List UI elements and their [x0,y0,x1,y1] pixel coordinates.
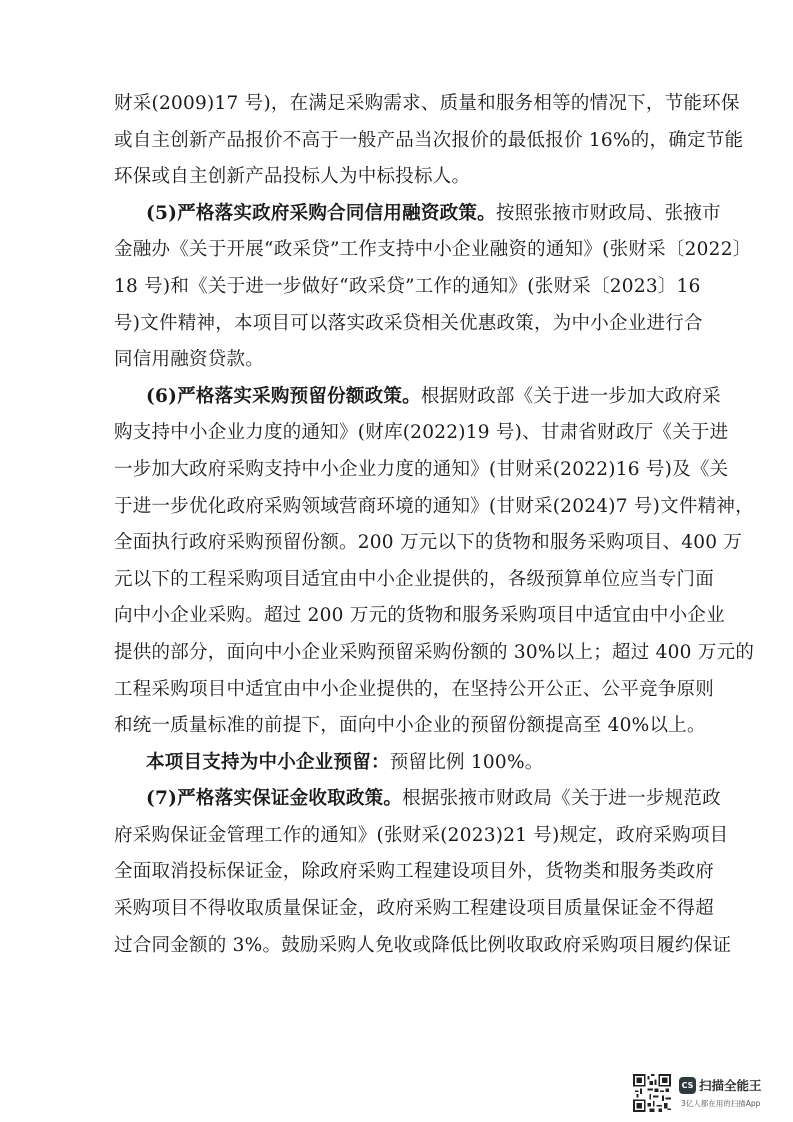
line-text: 府采购保证金管理工作的通知》(张财采(2023)21 号)规定，政府采购项目 [114,824,729,846]
text-line [114,708,706,745]
scanner-slogan: 3亿人都在用的扫描App [681,1099,761,1108]
scanner-watermark [633,1074,783,1114]
line-text: 元以下的工程采购项目适宜由中小企业提供的，各级预算单位应当专门面 [114,568,715,590]
text-line [114,86,740,123]
text-line [114,415,729,452]
text-line [114,379,721,416]
text-line [114,525,743,562]
text-line [114,306,703,343]
line-text: 全面执行政府采购预留份额。200 万元以下的货物和服务采购项目、400 万 [114,532,743,554]
text-line [114,452,729,489]
line-text: 向中小企业采购。超过 200 万元的货物和服务采购项目中适宜由中小企业 [114,605,725,627]
line-text: 和统一质量标准的前提下，面向中小企业的预留份额提高至 40%以上。 [114,715,706,737]
text-line [114,818,729,855]
text-line [114,781,721,818]
line-text: 环保或自主创新产品投标人为中标投标人。 [114,166,471,188]
text-line [114,928,732,965]
text-line [114,598,725,635]
line-text: 于进一步优化政府采购领域营商环境的通知》(甘财采(2024)7 号)文件精神， [114,495,754,517]
line-text: 预留比例 100%。 [389,751,544,773]
camscanner-logo-icon: CS [679,1077,696,1094]
paragraph-heading: (6)严格落实采购预留份额政策。 [146,385,421,407]
line-text: 工程采购项目中适宜由中小企业提供的，在坚持公开公正、公平竞争原则 [114,678,715,700]
line-text: 采购项目不得收取质量保证金，政府采购工程建设项目质量保证金不得超 [114,898,715,920]
text-line [114,891,715,928]
text-line [114,672,715,709]
line-text: 根据张掖市财政局《关于进一步规范政 [402,788,721,810]
line-text: 18 号)和《关于进一步做好“政采贷”工作的通知》(张财采〔2023〕16 [114,275,701,297]
line-text: 购支持中小企业力度的通知》(财库(2022)19 号)、甘肃省财政厅《关于进 [114,422,729,444]
document-body [114,86,755,964]
line-text: 金融办《关于开展“政采贷”工作支持中小企业融资的通知》(张财采〔2022〕 [114,239,752,261]
text-line [114,196,721,233]
line-text: 根据财政部《关于进一步加大政府采 [420,385,721,407]
line-text: 提供的部分，面向中小企业采购预留采购份额的 30%以上；超过 400 万元的 [114,641,755,663]
text-line [114,562,715,599]
line-text: 一步加大政府采购支持中小企业力度的通知》(甘财采(2022)16 号)及《关 [114,458,729,480]
scanner-brand-name: 扫描全能王 [699,1078,762,1093]
text-line [114,745,698,782]
text-line [114,635,755,672]
text-line [114,489,754,526]
line-text: 或自主创新产品报价不高于一般产品当次报价的最低报价 16%的，确定节能 [114,129,744,151]
paragraph-heading: 本项目支持为中小企业预留： [146,751,390,773]
paragraph-heading: (7)严格落实保证金收取政策。 [146,788,403,810]
text-line [114,159,698,196]
line-text: 财采(2009)17 号)，在满足采购需求、质量和服务相等的情况下，节能环保 [114,93,740,114]
text-line [114,269,701,306]
line-text: 同信用融资贷款。 [114,349,265,371]
line-text: 号)文件精神，本项目可以落实政采贷相关优惠政策，为中小企业进行合 [114,312,703,334]
text-line [114,854,715,891]
line-text: 按照张掖市财政局、张掖市 [495,202,721,224]
text-line [114,342,698,379]
text-line [114,123,744,160]
text-line [114,232,752,269]
line-text: 全面取消投标保证金，除政府采购工程建设项目外，货物类和服务类政府 [114,861,715,883]
qr-code-icon [633,1074,671,1112]
paragraph-heading: (5)严格落实政府采购合同信用融资政策。 [146,202,496,224]
line-text: 过合同金额的 3%。鼓励采购人免收或降低比例收取政府采购项目履约保证 [114,934,732,956]
